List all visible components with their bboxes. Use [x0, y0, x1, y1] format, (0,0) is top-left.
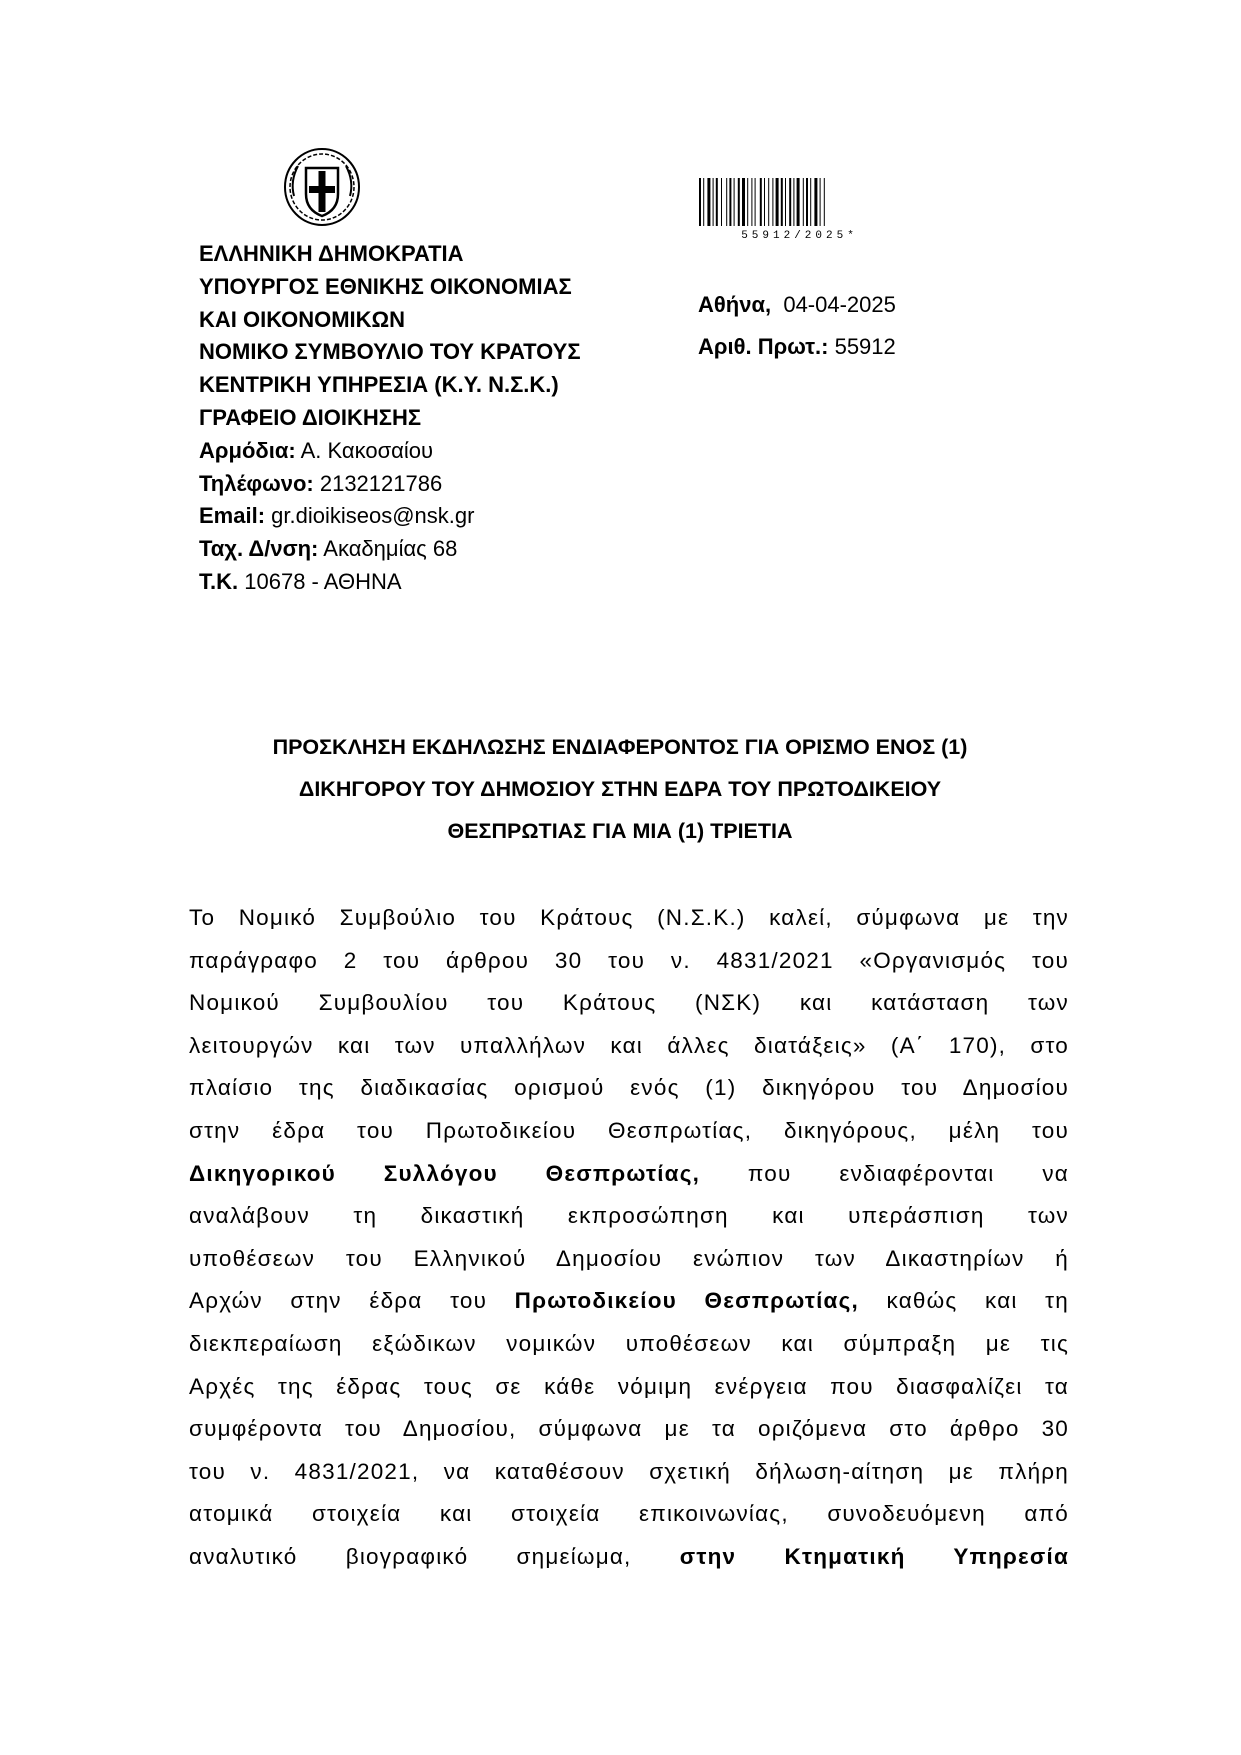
barcode-bar [797, 178, 800, 226]
barcode-bar [760, 178, 762, 226]
document-date: Αθήνα, 04-04-2025 [698, 292, 896, 317]
barcode-bar [820, 178, 821, 226]
body-line: διεκπεραίωση εξώδικων νομικών υποθέσεων και σύμπραξη με τις [189, 1330, 1069, 1356]
body-line: στην έδρα του Πρωτοδικείου Θεσπρωτίας, δικηγόρους, μέλη του [189, 1117, 1069, 1143]
body-line: πλαίσιο της διαδικασίας ορισμού ενός (1) δικηγόρου του Δημοσίου [189, 1075, 1069, 1101]
body-line: λειτουργών και των υπαλλήλων και άλλες διατάξεις» (Α΄ 170), στο [189, 1032, 1069, 1058]
header-line: ΕΛΛΗΝΙΚΗ ΔΗΜΟΚΡΑΤΙΑ [199, 241, 464, 266]
barcode-bar [824, 178, 825, 226]
header-line: ΥΠΟΥΡΓΟΣ ΕΘΝΙΚΗΣ ΟΙΚΟΝΟΜΙΑΣ [199, 273, 572, 299]
barcode-bar [721, 178, 722, 226]
barcode-number: 55912/2025* [741, 230, 858, 242]
body-line: Αρχών στην έδρα του Πρωτοδικείου Θεσπρωτίας, καθώς και τη [189, 1288, 1069, 1314]
body-line: Δικηγορικού Συλλόγου Θεσπρωτίας, που ενδιαφέρονται να [189, 1160, 1069, 1186]
body-line: του ν. 4831/2021, να καταθέσουν σχετική δήλωση-αίτηση με πλήρη [189, 1458, 1069, 1484]
barcode-bar [713, 178, 714, 226]
barcode [697, 178, 917, 240]
barcode-bar [789, 178, 791, 226]
barcode-bar [781, 178, 783, 226]
barcode-bar [751, 178, 752, 226]
barcode-bar [747, 178, 748, 226]
barcode-bar [764, 178, 765, 226]
contact-postcode: Τ.Κ. 10678 - ΑΘΗΝΑ [199, 568, 402, 594]
sender-header [199, 238, 581, 599]
body-line: Νομικού Συμβουλίου του Κράτους (ΝΣΚ) και κατάσταση των [189, 990, 1069, 1016]
header-line: ΚΑΙ ΟΙΚΟΝΟΜΙΚΩΝ [199, 306, 406, 332]
barcode-bar [776, 178, 779, 226]
document-title [150, 726, 1090, 852]
barcode-bar [793, 178, 794, 226]
barcode-bar [772, 178, 773, 226]
barcode-bar [810, 178, 811, 226]
header-line: ΚΕΝΤΡΙΚΗ ΥΠΗΡΕΣΙΑ (Κ.Υ. Ν.Σ.Κ.) [199, 372, 559, 398]
body-line: αναλάβουν τη δικαστική εκπροσώπηση και υπεράσπιση των [189, 1203, 1069, 1229]
body-line: αναλυτικό βιογραφικό σημείωμα, στην Κτηματική Υπηρεσία [189, 1543, 1069, 1569]
barcode-bar [755, 178, 756, 226]
contact-phone: Τηλέφωνο: 2132121786 [199, 470, 443, 496]
barcode-bar [716, 178, 718, 226]
barcode-bar [734, 178, 735, 226]
header-line: ΓΡΑΦΕΙΟ ΔΙΟΙΚΗΣΗΣ [199, 404, 422, 430]
barcode-bar [703, 178, 704, 226]
document-meta [698, 284, 896, 368]
body-line: Αρχές της έδρας τους σε κάθε νόμιμη ενέργεια που διασφαλίζει τα [189, 1373, 1069, 1399]
body-line: παράγραφο 2 του άρθρου 30 του ν. 4831/2021 «Οργανισμός του [189, 947, 1069, 973]
header-line: ΝΟΜΙΚΟ ΣΥΜΒΟΥΛΙΟ ΤΟΥ ΚΡΑΤΟΥΣ [199, 339, 581, 365]
greek-emblem-icon [282, 146, 362, 228]
title-line: ΘΕΣΠΡΩΤΙΑΣ ΓΙΑ ΜΙΑ (1) ΤΡΙΕΤΙΑ [447, 819, 793, 843]
barcode-bar [803, 178, 804, 226]
protocol-number: Αριθ. Πρωτ.: 55912 [698, 334, 896, 359]
barcode-bar [806, 178, 808, 226]
body-line: συμφέροντα του Δημοσίου, σύμφωνα με τα οριζόμενα στο άρθρο 30 [189, 1416, 1069, 1442]
barcode-bar [699, 178, 701, 226]
contact-email: Email: gr.dioikiseos@nsk.gr [199, 503, 475, 529]
body-line: υποθέσεων του Ελληνικού Δημοσίου ενώπιον των Δικαστηρίων ή [189, 1245, 1069, 1271]
body-line: ατομικά στοιχεία και στοιχεία επικοινωνίας, συνοδευόμενη από [189, 1501, 1069, 1527]
barcode-bar [768, 178, 769, 226]
barcode-bar [814, 178, 817, 226]
barcode-bar [785, 178, 786, 226]
barcode-bar [738, 178, 740, 226]
barcode-bar [742, 178, 745, 226]
body-line: Το Νομικό Συμβούλιο του Κράτους (Ν.Σ.Κ.) καλεί, σύμφωνα με την [189, 905, 1069, 930]
body-paragraph [189, 897, 1069, 1579]
contact-person: Αρμόδια: Α. Κακοσαίου [199, 437, 434, 463]
barcode-bar [726, 178, 727, 226]
barcode-bar [707, 178, 710, 226]
title-line: ΠΡΟΣΚΛΗΣΗ ΕΚΔΗΛΩΣΗΣ ΕΝΔΙΑΦΕΡΟΝΤΟΣ ΓΙΑ ΟΡΙΣΜΟ ΕΝΟΣ (1) [272, 735, 968, 759]
title-line: ΔΙΚΗΓΟΡΟΥ ΤΟΥ ΔΗΜΟΣΙΟΥ ΣΤΗΝ ΕΔΡΑ ΤΟΥ ΠΡΩΤΟΔΙΚΕΙΟΥ [298, 777, 942, 801]
barcode-bar [729, 178, 731, 226]
contact-address: Ταχ. Δ/νση: Ακαδημίας 68 [199, 536, 458, 562]
